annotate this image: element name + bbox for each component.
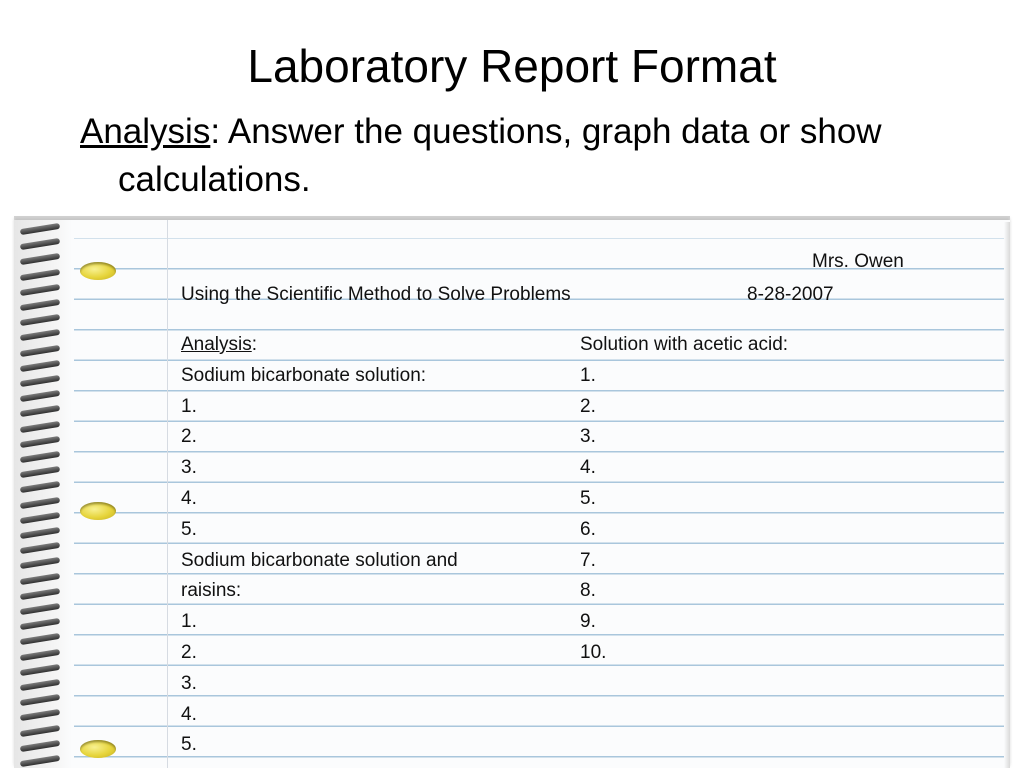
list-item: 4. bbox=[181, 487, 197, 509]
paper-edge bbox=[1004, 222, 1010, 768]
spiral-coil bbox=[20, 329, 60, 341]
list-item: Sodium bicarbonate solution: bbox=[181, 364, 427, 386]
list-item: 3. bbox=[181, 457, 197, 479]
list-item: 5. bbox=[181, 518, 197, 540]
spiral-coil bbox=[20, 573, 60, 585]
spiral-coil bbox=[20, 238, 60, 250]
analysis-colon: : bbox=[251, 334, 258, 355]
spiral-coil bbox=[20, 405, 60, 417]
list-item: 5. bbox=[181, 734, 197, 756]
list-item: raisins: bbox=[181, 580, 242, 602]
spiral-coil bbox=[20, 527, 60, 539]
left-column bbox=[181, 330, 458, 761]
binder-hole bbox=[80, 740, 116, 758]
list-item: 1. bbox=[181, 611, 197, 633]
spiral-coil bbox=[20, 375, 60, 387]
binder-hole bbox=[80, 262, 116, 280]
list-item: 9. bbox=[580, 611, 596, 633]
spiral-coil bbox=[20, 466, 60, 478]
list-item: Sodium bicarbonate solution and bbox=[181, 549, 458, 571]
spiral-coil bbox=[20, 618, 60, 630]
spiral-coil bbox=[20, 557, 60, 569]
analysis-bullet bbox=[80, 108, 998, 204]
spiral-coil bbox=[20, 649, 60, 661]
list-item: 4. bbox=[181, 703, 197, 725]
analysis-bullet-text: : Answer the questions, graph data or show calculations. bbox=[118, 112, 882, 199]
spiral-coil bbox=[20, 436, 60, 448]
spiral-coil bbox=[20, 709, 60, 721]
spiral-coil bbox=[20, 299, 60, 311]
spiral-coil bbox=[20, 345, 60, 357]
spiral-coil bbox=[20, 664, 60, 676]
spiral-coil bbox=[20, 481, 60, 493]
slide-title: Laboratory Report Format bbox=[247, 40, 777, 92]
binder-hole bbox=[80, 502, 116, 520]
spiral-coil bbox=[20, 223, 60, 235]
list-item: 5. bbox=[580, 487, 596, 509]
spiral-coil bbox=[20, 451, 60, 463]
spiral-coil bbox=[20, 390, 60, 402]
analysis-heading-line bbox=[181, 330, 458, 361]
spiral-coil bbox=[20, 740, 60, 752]
spiral-coil bbox=[20, 253, 60, 265]
list-item: 1. bbox=[181, 395, 197, 417]
list-item: 10. bbox=[580, 641, 607, 663]
list-item: 4. bbox=[580, 457, 596, 479]
spiral-coil bbox=[20, 603, 60, 615]
spiral-coil bbox=[20, 679, 60, 691]
spiral-coil bbox=[20, 360, 60, 372]
spiral-coil bbox=[20, 497, 60, 509]
list-item: 3. bbox=[181, 672, 197, 694]
spiral-coil bbox=[20, 269, 60, 281]
spiral-coil bbox=[20, 725, 60, 737]
list-item: Solution with acetic acid: bbox=[580, 334, 789, 355]
analysis-bullet-lead: Analysis bbox=[80, 112, 211, 151]
report-date: 8-28-2007 bbox=[747, 284, 834, 305]
spiral-coil bbox=[20, 512, 60, 524]
spiral-coil bbox=[20, 588, 60, 600]
list-item: 1. bbox=[580, 364, 596, 386]
spiral-coil bbox=[20, 633, 60, 645]
teacher-name: Mrs. Owen bbox=[812, 251, 904, 272]
project-title: Using the Scientific Method to Solve Problems bbox=[181, 284, 571, 305]
spiral-coil bbox=[20, 755, 60, 767]
spiral-coil bbox=[20, 542, 60, 554]
spiral-binding bbox=[14, 220, 74, 768]
list-item: 6. bbox=[580, 518, 596, 540]
list-item: 3. bbox=[580, 426, 596, 448]
spiral-coil bbox=[20, 694, 60, 706]
spiral-coil bbox=[20, 421, 60, 433]
right-column bbox=[580, 330, 788, 669]
list-item: 8. bbox=[580, 580, 596, 602]
list-item: 2. bbox=[580, 395, 596, 417]
list-item: 7. bbox=[580, 549, 596, 571]
margin-line bbox=[167, 220, 168, 768]
spiral-coil bbox=[20, 284, 60, 296]
analysis-heading: Analysis bbox=[181, 334, 252, 355]
list-item: 2. bbox=[181, 641, 197, 663]
list-item: 2. bbox=[181, 426, 197, 448]
spiral-coil bbox=[20, 314, 60, 326]
